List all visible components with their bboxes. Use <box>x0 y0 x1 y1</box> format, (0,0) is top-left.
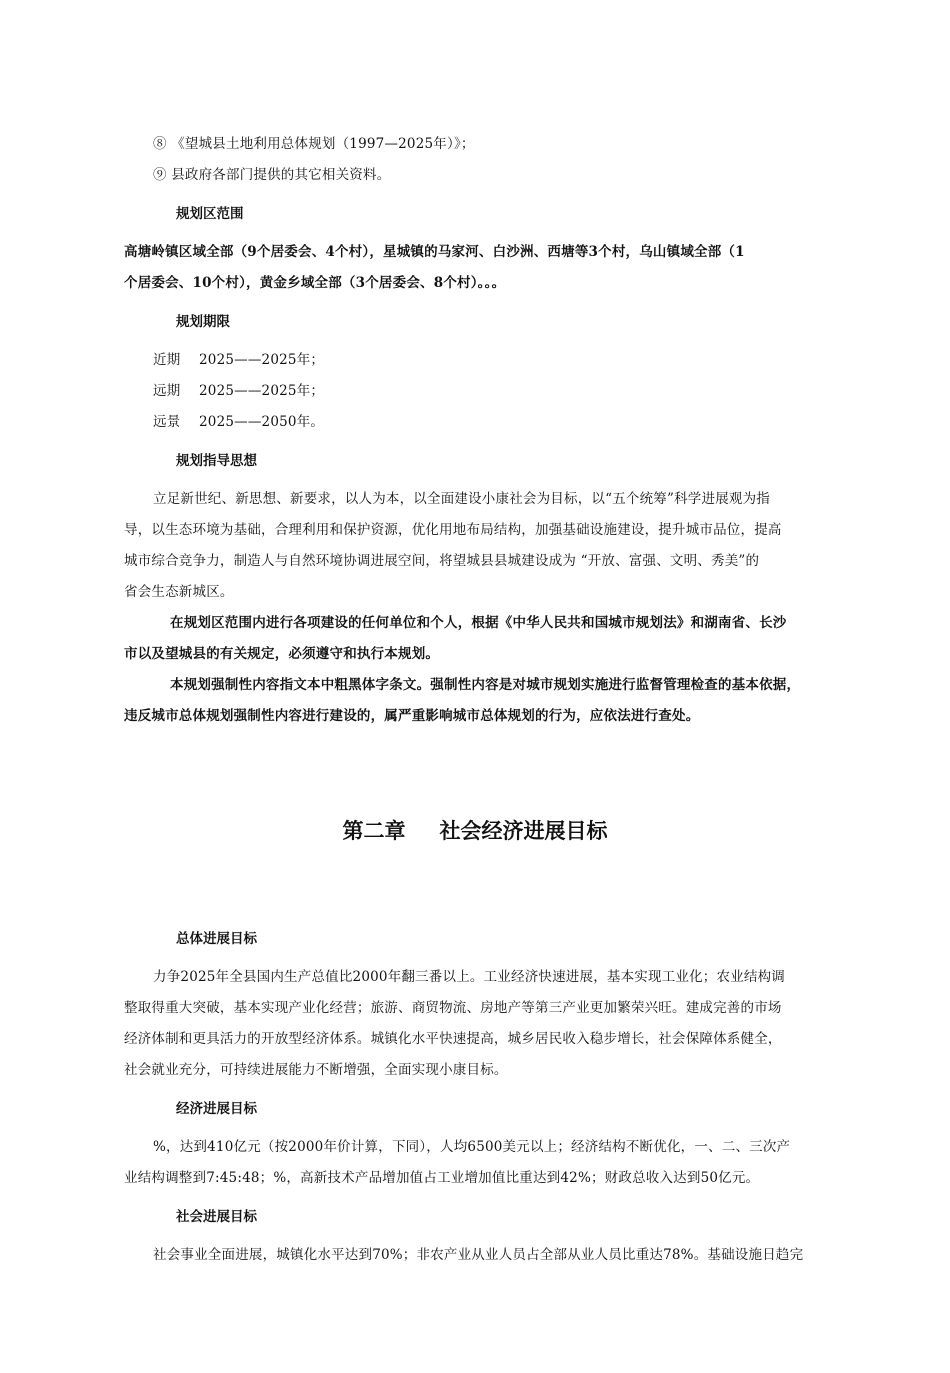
guiding-text-line: 导，以生态环境为基础，合理利用和保护资源，优化用地布局结构，加强基础设施建设，提升城市品位，提高 <box>124 522 782 538</box>
period-item-near <box>153 352 324 368</box>
guiding-text-line: 省会生态新城区。 <box>124 584 234 600</box>
economic-heading: 经济进展目标 <box>176 1101 257 1117</box>
scope-heading: 规划区范围 <box>176 206 244 222</box>
chapter-name: 社会经济进展目标 <box>439 818 608 843</box>
period-value: 2025——2050年。 <box>199 414 325 430</box>
scope-text-line: 个居委会、10个村），黄金乡域全部（3个居委会、8个村）。。。 <box>124 275 506 291</box>
period-item-far <box>153 383 324 399</box>
source-item-9: ⑨ 县政府各部门提供的其它相关资料。 <box>153 167 391 183</box>
overall-text-line: 经济体制和更具活力的开放型经济体系。城镇化水平快速提高，城乡居民收入稳步增长，社会保障体系健全， <box>124 1031 782 1047</box>
overall-heading: 总体进展目标 <box>176 931 257 947</box>
social-text-line: 社会事业全面进展，城镇化水平达到70%；非农产业从业人员占全部从业人员比重达78%。基础设施日趋完 <box>153 1247 804 1263</box>
period-label: 远期 <box>153 383 181 399</box>
period-value: 2025——2025年； <box>199 383 325 399</box>
scope-text-line: 高塘岭镇区域全部（9个居委会、4个村），星城镇的马家河、白沙洲、西塘等3个村，乌山镇域全部（1 <box>124 244 745 260</box>
period-value: 2025——2025年； <box>199 352 325 368</box>
guiding-text-line: 立足新世纪、新思想、新要求，以人为本，以全面建设小康社会为目标，以“五个统筹”科学进展观为指 <box>153 491 771 507</box>
chapter-title <box>0 818 950 844</box>
period-item-vision <box>153 414 324 430</box>
overall-text-line: 整取得重大突破，基本实现产业化经营；旅游、商贸物流、房地产等第三产业更加繁荣兴旺。建成完善的市场 <box>124 1000 782 1016</box>
source-item-8: ⑧ 《望城县土地利用总体规划（1997—2025年）》； <box>153 136 475 152</box>
social-heading: 社会进展目标 <box>176 1209 257 1225</box>
guiding-heading: 规划指导思想 <box>176 453 257 469</box>
economic-text-line: 业结构调整到7:45:48；%，高新技术产品增加值占工业增加值比重达到42%；财政总收入达到50亿元。 <box>124 1170 760 1186</box>
overall-text-line: 力争2025年全县国内生产总值比2000年翻三番以上。工业经济快速进展，基本实现工业化；农业结构调 <box>153 969 786 985</box>
mandatory-text-line: 违反城市总体规划强制性内容进行建设的，属严重影响城市总体规划的行为，应依法进行查处。 <box>124 708 700 724</box>
compliance-text-line: 市以及望城县的有关规定，必须遵守和执行本规划。 <box>124 646 440 662</box>
mandatory-text-line: 本规划强制性内容指文本中粗黑体字条文。强制性内容是对城市规划实施进行监督管理检查的基本依据， <box>170 677 801 693</box>
overall-text-line: 社会就业充分，可持续进展能力不断增强，全面实现小康目标。 <box>124 1062 508 1078</box>
period-label: 近期 <box>153 352 181 368</box>
guiding-text-line: 城市综合竞争力，制造人与自然环境协调进展空间，将望城县县城建设成为 “开放、富强、文明、秀美”的 <box>124 553 760 569</box>
period-heading: 规划期限 <box>176 314 230 330</box>
compliance-text-line: 在规划区范围内进行各项建设的任何单位和个人，根据《中华人民共和国城市规划法》和湖南省、长沙 <box>170 615 787 631</box>
period-label: 远景 <box>153 414 181 430</box>
chapter-number: 第二章 <box>342 818 406 843</box>
economic-text-line: %，达到410亿元（按2000年价计算，下同），人均6500美元以上；经济结构不断优化，一、二、三次产 <box>153 1139 791 1155</box>
